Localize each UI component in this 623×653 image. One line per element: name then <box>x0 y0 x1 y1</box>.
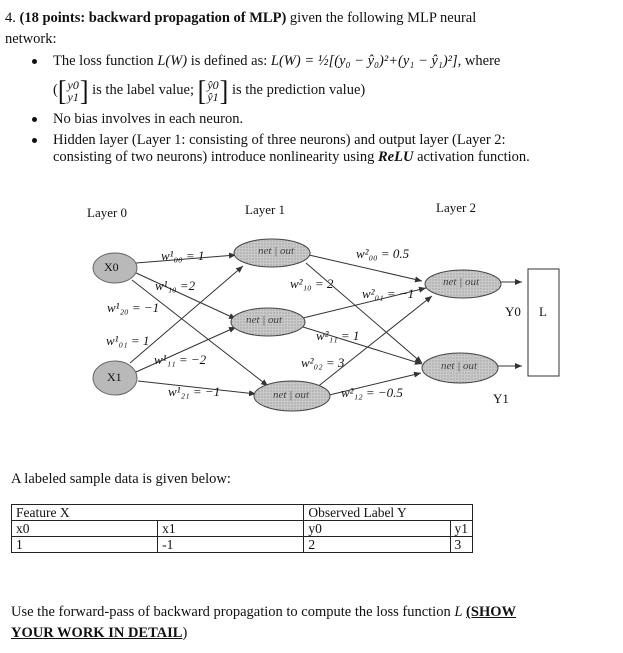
weight-w10-1: w¹₁₀ =2 <box>155 278 196 293</box>
bullet-loss-function: The loss function L(W) is defined as: L(W) = ½[(y₀ − ŷ₀)²+(y₁ − ŷ₁)²], where <box>53 53 501 69</box>
task-line1: Use the forward-pass of backward propagation to compute the loss function L (SHOW <box>11 604 516 620</box>
weight-w11-1: w¹₁₁ = −2 <box>154 352 207 367</box>
weight-w00-2: w²₀₀ = 0.5 <box>356 246 410 261</box>
layer0-label: Layer 0 <box>87 205 128 220</box>
loss-box <box>528 269 559 376</box>
val-y1: 3 <box>450 537 473 553</box>
output-node-0-text: net | out <box>443 276 480 288</box>
bullet-vectors: ( [ y0 y1 ] is the label value; [ ŷ0 ŷ1 ] is the prediction value) <box>53 74 366 107</box>
weight-w10-2: w²₁₀ = 2 <box>290 276 334 291</box>
hidden-node-0-text: net | out <box>258 245 295 257</box>
question-intro: given the following MLP neural <box>289 10 477 26</box>
header-observed-label-y: Observed Label Y <box>304 505 473 521</box>
col-x1: x1 <box>158 521 304 537</box>
sample-table <box>11 504 473 553</box>
table-row <box>12 521 473 537</box>
table-row <box>12 505 473 521</box>
weight-w02-2: w²₀₂ = 3 <box>301 355 345 370</box>
prediction-vector: [ ŷ0 ŷ1 ] <box>197 74 229 107</box>
weight-w21-1: w¹₂₁ = −1 <box>168 384 221 399</box>
loss-formula: L(W) = ½[(y₀ − ŷ₀)²+(y₁ − ŷ₁)²] <box>270 53 458 69</box>
sample-caption: A labeled sample data is given below: <box>11 471 231 487</box>
output-y0-label: Y0 <box>505 304 521 319</box>
bullet-no-bias: No bias involves in each neuron. <box>53 111 244 127</box>
task-line2: YOUR WORK IN DETAIL) <box>11 625 188 641</box>
input-x1-label: X1 <box>107 370 122 384</box>
weight-w01-2: w²₀₁ = −1 <box>362 286 415 301</box>
weight-w11-2: w²₁₁ = 1 <box>316 328 360 343</box>
weight-w12-2: w²₁₂ = −0.5 <box>341 385 403 400</box>
layer1-label: Layer 1 <box>245 202 286 217</box>
input-x0-label: X0 <box>104 260 119 274</box>
weight-w00-1: w¹₀₀ = 1 <box>161 248 205 263</box>
weight-w01-1: w¹₀₁ = 1 <box>106 333 150 348</box>
label-vector: [ y0 y1 ] <box>57 74 89 107</box>
question-intro-line2: network: <box>5 31 57 47</box>
weight-w20-1: w¹₂₀ = −1 <box>107 300 160 315</box>
question-number: 4. <box>5 10 16 26</box>
output-y1-label: Y1 <box>493 391 509 406</box>
loss-label: L <box>539 304 547 319</box>
bullet-hidden-layer-line2: consisting of two neurons) introduce nonlinearity using ReLU activation function. <box>53 149 530 165</box>
question-points: (18 points: backward propagation of MLP) <box>19 10 287 26</box>
table-row <box>12 537 473 553</box>
col-x0: x0 <box>12 521 158 537</box>
val-x1: -1 <box>158 537 304 553</box>
header-feature-x: Feature X <box>12 505 304 521</box>
layer2-label: Layer 2 <box>436 200 477 215</box>
bullet-hidden-layer-line1: Hidden layer (Layer 1: consisting of three neurons) and output layer (Layer 2: <box>53 132 506 148</box>
output-node-1-text: net | out <box>441 360 478 372</box>
hidden-node-2-text: net | out <box>273 389 310 401</box>
hidden-node-1-text: net | out <box>246 314 283 326</box>
val-x0: 1 <box>12 537 158 553</box>
col-y0: y0 <box>304 521 450 537</box>
val-y0: 2 <box>304 537 450 553</box>
col-y1: y1 <box>450 521 473 537</box>
